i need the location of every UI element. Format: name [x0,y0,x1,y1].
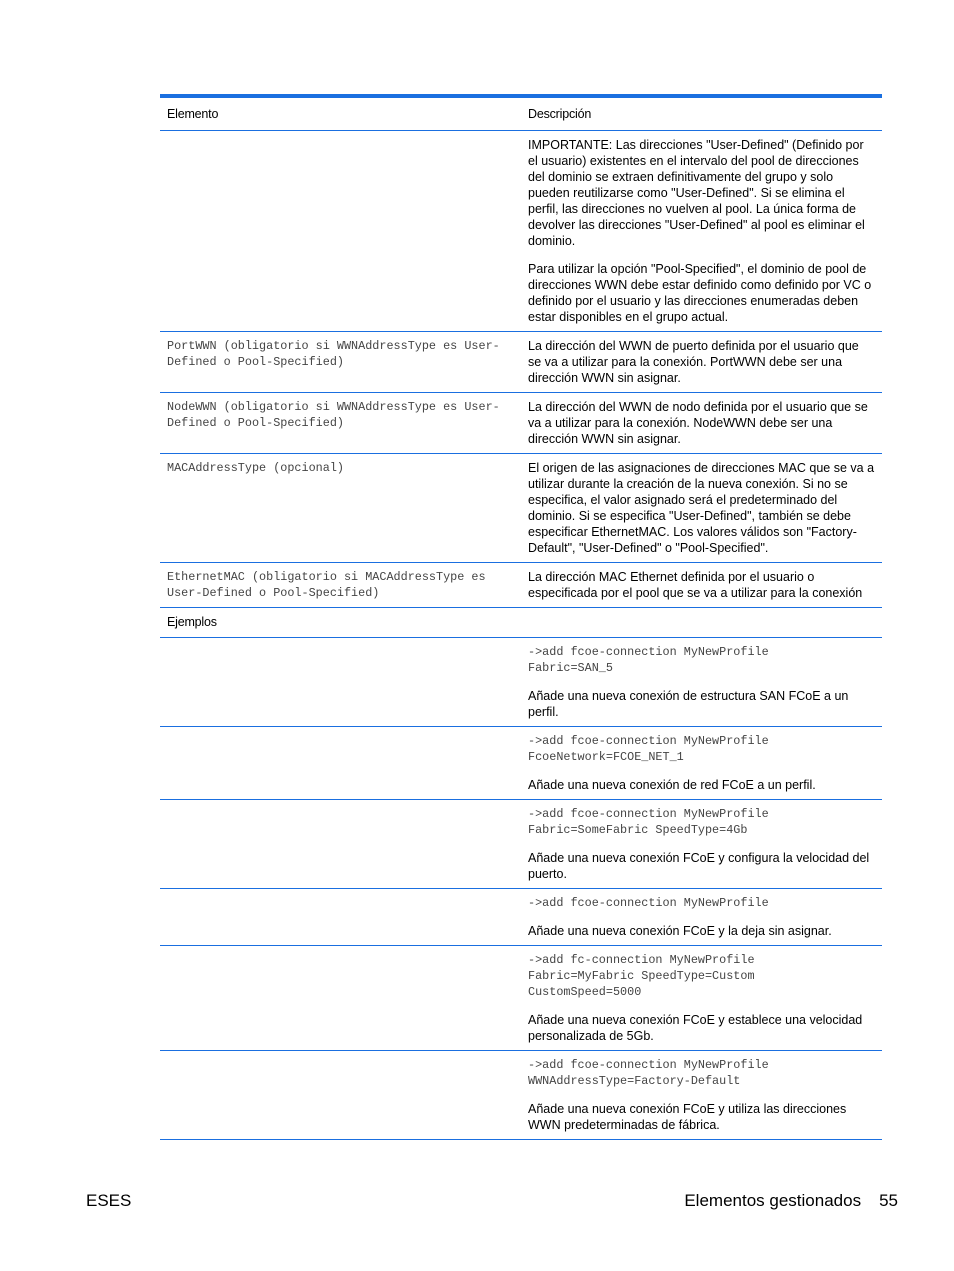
description-cell [521,131,882,332]
example-description: Añade una nueva conexión FCoE y utiliza las direcciones WWN predeterminadas de fábrica. [528,1102,847,1132]
element-name: PortWWN (obligatorio si WWNAddressType es User-Defined o Pool-Specified) [167,339,500,369]
examples-section-row [160,608,882,638]
example-description: Añade una nueva conexión de estructura SAN FCoE a un perfil. [528,689,849,719]
example-cell [521,727,882,800]
element-name: NodeWWN (obligatorio si WWNAddressType es User-Defined o Pool-Specified) [167,400,500,430]
element-cell [160,454,521,563]
example-row [160,1051,882,1140]
empty-cell [160,638,521,727]
example-command: ->add fcoe-connection MyNewProfile Fabric=SAN_5 [528,645,769,675]
example-description: Añade una nueva conexión de red FCoE a un perfil. [528,778,816,792]
table-row [160,563,882,608]
description-cell [521,563,882,608]
header-description: Descripción [521,96,882,131]
example-command: ->add fcoe-connection MyNewProfile WWNAddressType=Factory-Default [528,1058,769,1088]
description-text: Para utilizar la opción "Pool-Specified", el dominio de pool de direcciones WWN debe estar definido como definido por VC o definido por el usuario y las direcciones enumeradas deben estar disponibles en el grupo actual. [528,262,872,324]
empty-cell [160,946,521,1051]
example-description: Añade una nueva conexión FCoE y configura la velocidad del puerto. [528,851,870,881]
element-cell [160,332,521,393]
footer-section [684,1190,898,1212]
description-text: IMPORTANTE: Las direcciones "User-Defined" (Definido por el usuario) existentes en el intervalo del pool de direcciones del dominio se extraen definitivamente del grupo y solo pueden reutilizarse como "User-Defined". Si se elimina el perfil, las direcciones no vuelven al pool. La única forma de devolver las direcciones "User-Defined" al pool es eliminar el dominio. [528,138,865,248]
table-row [160,393,882,454]
example-command: ->add fcoe-connection MyNewProfile FcoeNetwork=FCOE_NET_1 [528,734,769,764]
element-name: MACAddressType (opcional) [167,461,344,475]
example-description: Añade una nueva conexión FCoE y la deja sin asignar. [528,924,832,938]
table-header-row [160,96,882,131]
description-text: La dirección MAC Ethernet definida por el usuario o especificada por el pool que se va a utilizar para la conexión [528,570,863,600]
example-row [160,889,882,946]
empty-cell [160,727,521,800]
footer-section-title: Elementos gestionados [684,1191,862,1210]
example-cell [521,889,882,946]
table-row [160,131,882,332]
table-row [160,332,882,393]
examples-heading: Ejemplos [160,608,882,638]
example-row [160,638,882,727]
description-cell [521,454,882,563]
element-cell [160,131,521,332]
example-command: ->add fcoe-connection MyNewProfile Fabric=SomeFabric SpeedType=4Gb [528,807,769,837]
description-cell [521,332,882,393]
element-name: EthernetMAC (obligatorio si MACAddressType es User-Defined o Pool-Specified) [167,570,493,600]
description-text: El origen de las asignaciones de direcciones MAC que se va a utilizar durante la creación de la nueva conexión. Si no se especifica, el valor asignado será el predeterminado del dominio. Si se especifica "User-Defined", también se debe especificar EthernetMAC. Los valores válidos son "Factory-Default", "User-Defined" o "Pool-Specified". [528,461,875,555]
reference-table [160,94,882,1140]
example-command: ->add fcoe-connection MyNewProfile [528,896,769,910]
element-cell [160,393,521,454]
example-cell [521,800,882,889]
example-cell [521,946,882,1051]
description-cell [521,393,882,454]
example-row [160,800,882,889]
element-cell [160,563,521,608]
example-row [160,946,882,1051]
example-cell [521,1051,882,1140]
page-number: 55 [879,1191,898,1210]
description-text: La dirección del WWN de nodo definida por el usuario que se va a utilizar para la conexión. NodeWWN debe ser una dirección WWN sin asignar. [528,400,868,446]
empty-cell [160,800,521,889]
example-description: Añade una nueva conexión FCoE y establece una velocidad personalizada de 5Gb. [528,1013,863,1043]
empty-cell [160,1051,521,1140]
example-row [160,727,882,800]
header-element: Elemento [160,96,521,131]
footer-language-code: ESES [86,1191,132,1210]
description-text: La dirección del WWN de puerto definida por el usuario que se va a utilizar para la conexión. PortWWN debe ser una dirección WWN sin asignar. [528,339,859,385]
table-row [160,454,882,563]
example-cell [521,638,882,727]
empty-cell [160,889,521,946]
example-command: ->add fc-connection MyNewProfile Fabric=MyFabric SpeedType=Custom CustomSpeed=5000 [528,953,755,999]
